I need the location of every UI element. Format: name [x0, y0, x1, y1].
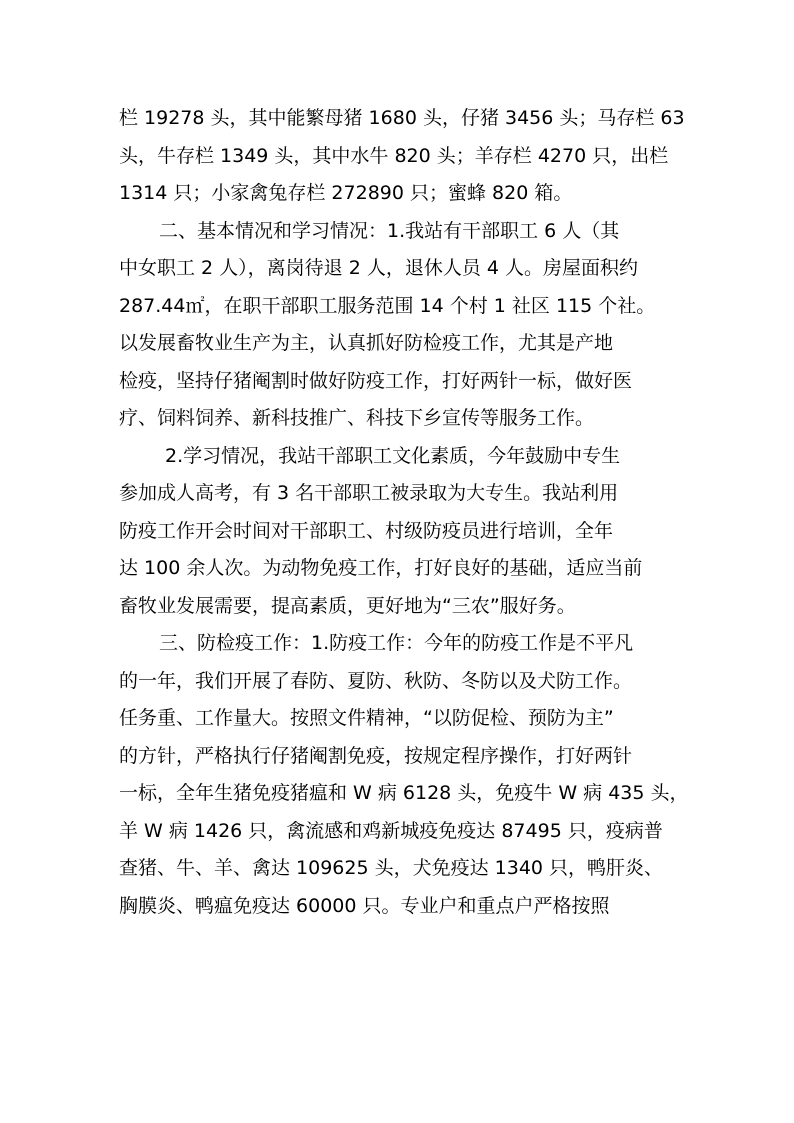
- text-line: 栏 19278 头，其中能繁母猪 1680 头，仔猪 3456 头；马存栏 63: [119, 107, 685, 129]
- text-line: 防疫工作开会时间对干部职工、村级防疫员进行培训，全年: [119, 519, 614, 542]
- text-line: 参加成人高考，有 3 名干部职工被录取为大专生。我站利用: [119, 482, 619, 504]
- text-line: 1314 只；小家禽兔存栏 272890 只；蜜蜂 820 箱。: [119, 182, 573, 204]
- text-line: 羊 W 病 1426 只，禽流感和鸡新城疫免疫达 87495 只，疫病普: [119, 819, 663, 842]
- paragraph-start-line: 2.学习情况，我站干部职工文化素质，今年鼓励中专生: [165, 444, 621, 467]
- text-line: 一标，全年生猪免疫猪瘟和 W 病 6128 头，免疫牛 W 病 435 头，: [119, 782, 689, 804]
- text-line: 的一年，我们开展了春防、夏防、秋防、冬防以及犬防工作。: [119, 669, 633, 692]
- text-line: 畜牧业发展需要，提高素质，更好地为“三农”服好务。: [119, 594, 576, 617]
- document-body: [119, 100, 689, 925]
- text-line: 检疫，坚持仔猪阉割时做好防疫工作，打好两针一标，做好医: [119, 369, 633, 392]
- text-line: 查猪、牛、羊、禽达 109625 头，犬免疫达 1340 只，鸭肝炎、: [119, 857, 664, 879]
- text-line: 中女职工 2 人），离岗待退 2 人，退休人员 4 人。房屋面积约: [119, 257, 639, 279]
- text-line: 287.44㎡，在职干部职工服务范围 14 个村 1 社区 115 个社。: [119, 294, 656, 317]
- section-heading-line: 二、基本情况和学习情况：1.我站有干部职工 6 人（其: [159, 219, 620, 242]
- text-line: 以发展畜牧业生产为主，认真抓好防检疫工作，尤其是产地: [119, 332, 614, 354]
- text-line: 头，牛存栏 1349 头，其中水牛 820 头；羊存栏 4270 只，出栏: [119, 144, 669, 167]
- text-line: 疗、饲料饲养、新科技推广、科技下乡宣传等服务工作。: [119, 407, 595, 429]
- text-line: 任务重、工作量大。按照文件精神，“以防促检、预防为主”: [119, 707, 614, 729]
- section-heading-line: 三、防检疫工作：1.防疫工作：今年的防疫工作是不平凡: [159, 632, 634, 654]
- text-line: 胸膜炎、鸭瘟免疫达 60000 只。专业户和重点户严格按照: [119, 894, 610, 917]
- text-line: 达 100 余人次。为动物免疫工作，打好良好的基础，适应当前: [119, 557, 643, 579]
- text-line: 的方针，严格执行仔猪阉割免疫，按规定程序操作，打好两针: [119, 744, 633, 767]
